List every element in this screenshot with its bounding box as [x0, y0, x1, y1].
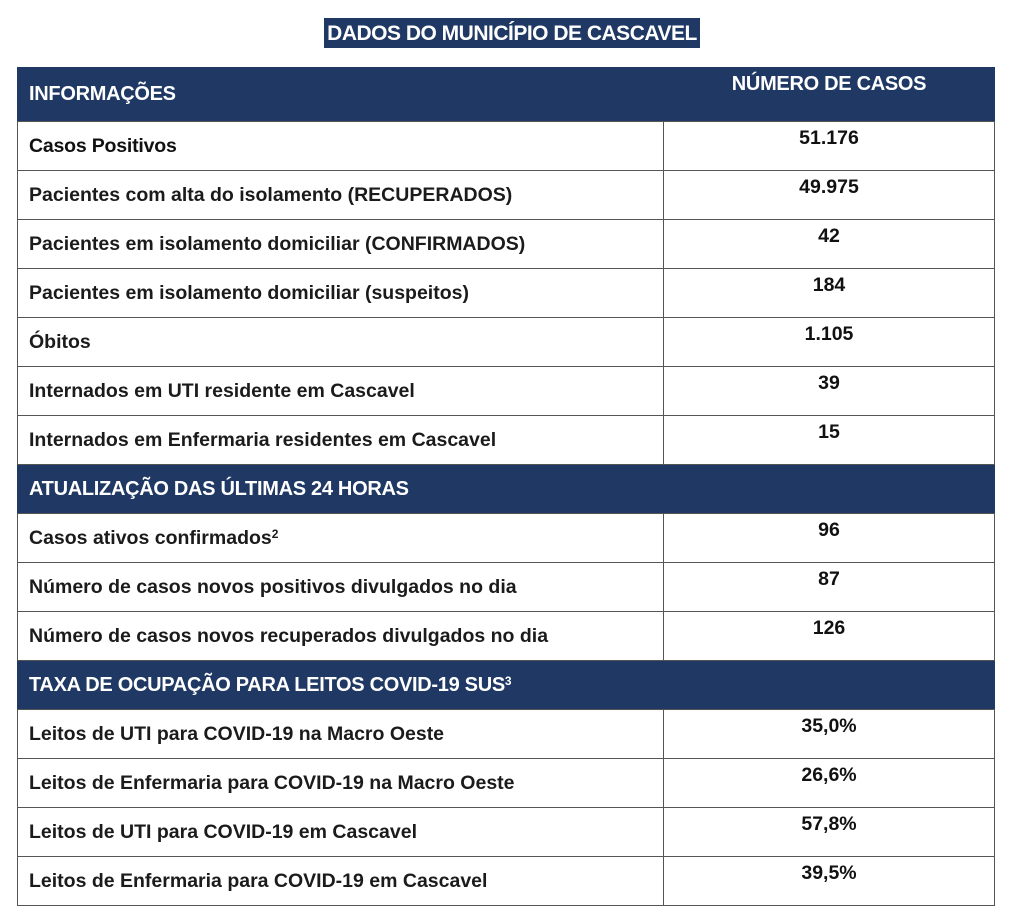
cases-table — [17, 67, 995, 906]
row-value-novos-recuperados: 126 — [664, 612, 995, 661]
table-row — [18, 808, 995, 857]
row-label-recuperados: Pacientes com alta do isolamento (RECUPERADOS) — [18, 171, 664, 220]
section-header-24h — [18, 465, 995, 514]
row-label-suspeitos: Pacientes em isolamento domiciliar (suspeitos) — [18, 269, 664, 318]
row-value-casos-positivos: 51.176 — [664, 122, 995, 171]
row-label-uti-cascavel: Leitos de UTI para COVID-19 em Cascavel — [18, 808, 664, 857]
row-value-confirmados: 42 — [664, 220, 995, 269]
row-value-uti-cascavel: 57,8% — [664, 808, 995, 857]
header-numero-de-casos: NÚMERO DE CASOS — [664, 68, 995, 122]
header-informacoes: INFORMAÇÕES — [18, 68, 664, 122]
row-label-enfermaria-macro-oeste: Leitos de Enfermaria para COVID-19 na Macro Oeste — [18, 759, 664, 808]
section-blank-cell — [664, 661, 995, 710]
row-label-casos-ativos-text: Casos ativos confirmados — [29, 526, 272, 549]
page-title-text: DADOS DO MUNICÍPIO DE CASCAVEL — [324, 18, 700, 48]
row-label-casos-positivos: Casos Positivos — [18, 122, 664, 171]
footnote-marker-2: 2 — [271, 526, 279, 541]
table-row — [18, 318, 995, 367]
row-value-recuperados: 49.975 — [664, 171, 995, 220]
section-title-leitos — [18, 661, 664, 710]
section-header-leitos — [18, 661, 995, 710]
section-blank-cell — [664, 465, 995, 514]
row-value-uti-macro-oeste: 35,0% — [664, 710, 995, 759]
table-row — [18, 514, 995, 563]
table-row — [18, 367, 995, 416]
table-row — [18, 759, 995, 808]
table-row — [18, 220, 995, 269]
table-row — [18, 269, 995, 318]
row-value-novos-positivos: 87 — [664, 563, 995, 612]
row-label-uti-macro-oeste: Leitos de UTI para COVID-19 na Macro Oeste — [18, 710, 664, 759]
row-value-suspeitos: 184 — [664, 269, 995, 318]
row-value-internados-uti: 39 — [664, 367, 995, 416]
row-label-casos-ativos — [18, 514, 664, 563]
table-row — [18, 857, 995, 906]
row-value-internados-enfermaria: 15 — [664, 416, 995, 465]
table-row — [18, 710, 995, 759]
row-label-confirmados: Pacientes em isolamento domiciliar (CONFIRMADOS) — [18, 220, 664, 269]
section-title-24h: ATUALIZAÇÃO DAS ÚLTIMAS 24 HORAS — [18, 465, 664, 514]
row-label-novos-positivos: Número de casos novos positivos divulgados no dia — [18, 563, 664, 612]
row-label-enfermaria-cascavel: Leitos de Enfermaria para COVID-19 em Cascavel — [18, 857, 664, 906]
table-row — [18, 122, 995, 171]
row-value-casos-ativos: 96 — [664, 514, 995, 563]
row-value-enfermaria-macro-oeste: 26,6% — [664, 759, 995, 808]
row-label-internados-enfermaria: Internados em Enfermaria residentes em Cascavel — [18, 416, 664, 465]
row-label-novos-recuperados: Número de casos novos recuperados divulgados no dia — [18, 612, 664, 661]
table-row — [18, 563, 995, 612]
row-value-obitos: 1.105 — [664, 318, 995, 367]
table-header-row — [18, 68, 995, 122]
page-title — [0, 18, 1024, 48]
footnote-marker-3: 3 — [504, 673, 512, 688]
table-row — [18, 612, 995, 661]
section-title-leitos-text: TAXA DE OCUPAÇÃO PARA LEITOS COVID-19 SUS — [29, 673, 505, 696]
table-row — [18, 416, 995, 465]
table-row — [18, 171, 995, 220]
row-value-enfermaria-cascavel: 39,5% — [664, 857, 995, 906]
row-label-obitos: Óbitos — [18, 318, 664, 367]
row-label-internados-uti: Internados em UTI residente em Cascavel — [18, 367, 664, 416]
